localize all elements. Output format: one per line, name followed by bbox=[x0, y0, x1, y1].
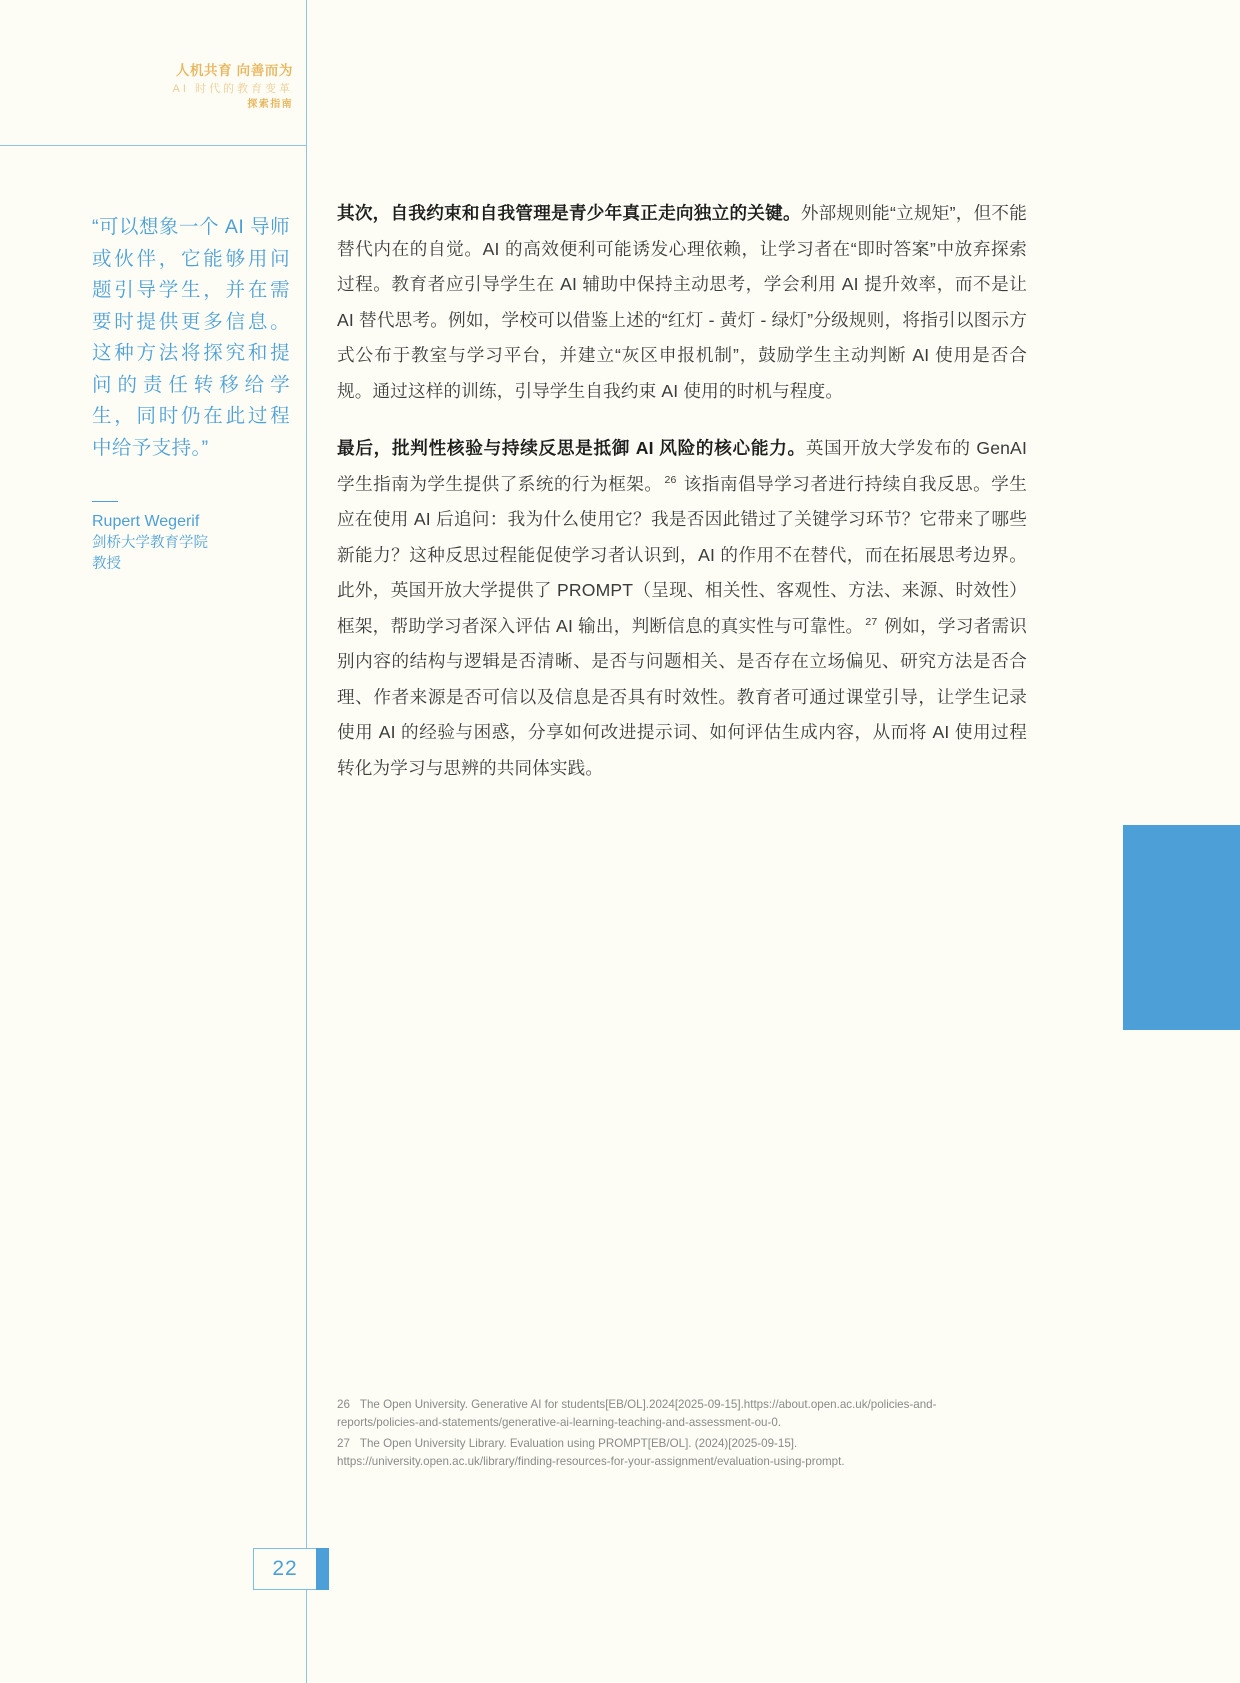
paragraph-1 bbox=[337, 196, 1027, 409]
footnote-list bbox=[337, 1396, 997, 1474]
attribution-dash bbox=[92, 501, 118, 503]
attribution-name: Rupert Wegerif bbox=[92, 513, 200, 531]
attribution-affiliation: 剑桥大学教育学院 bbox=[92, 535, 208, 552]
page-number-box bbox=[253, 1548, 316, 1590]
column-divider-rule bbox=[306, 0, 307, 1683]
chapter-index-tab bbox=[1123, 825, 1240, 1030]
running-head bbox=[0, 62, 293, 112]
running-head-subtitle: AI 时代的教育变革 bbox=[172, 83, 293, 96]
paragraph-2-body-c: 例如，学习者需识别内容的结构与逻辑是否清晰、是否与问题相关、是否存在立场偏见、研究方法是否合理、作者来源是否可信以及信息是否具有时效性。教育者可通过课堂引导，让学生记录使用 AI 的经验与困惑，分享如何改进提示词、如何评估生成内容，从而将 AI 使用过程转化为学习与思辨的共同体实践。 bbox=[337, 615, 1027, 778]
paragraph-2 bbox=[337, 431, 1027, 786]
attribution bbox=[92, 510, 290, 575]
footnote-number: 26 bbox=[337, 1398, 350, 1411]
footnote-number: 27 bbox=[337, 1436, 350, 1450]
page-number-block bbox=[253, 1548, 329, 1590]
page-number-accent-bar bbox=[316, 1548, 329, 1590]
paragraph-2-lead: 最后，批判性核验与持续反思是抵御 AI 风险的核心能力。 bbox=[337, 438, 806, 459]
footnote-text: The Open University Library. Evaluation using PROMPT[EB/OL]. (2024)[2025-09-15]. https://university.open.ac.uk/library/finding-resources-for-your-assignment/evaluation-using-prompt. bbox=[337, 1436, 845, 1468]
running-head-rule bbox=[0, 145, 307, 146]
footnote-ref-26[interactable]: 26 bbox=[664, 473, 677, 486]
pullquote-text: “可以想象一个 AI 导师或伙伴，它能够用问题引导学生，并在需要时提供更多信息。这种方法将探究和提问的责任转移给学生，同时仍在此过程中给予支持。” bbox=[92, 216, 290, 460]
sidebar-pullquote-block bbox=[92, 212, 290, 575]
footnote-ref-27[interactable]: 27 bbox=[865, 615, 878, 628]
attribution-title: 教授 bbox=[92, 556, 121, 573]
main-text-column bbox=[337, 196, 1027, 809]
running-head-subtitle-secondary: 探索指南 bbox=[247, 99, 293, 111]
footnote-item bbox=[337, 1396, 997, 1432]
running-head-title: 人机共育 向善而为 bbox=[175, 63, 293, 78]
footnote-text: The Open University. Generative AI for students[EB/OL].2024[2025-09-15].https://about.open.ac.uk/policies-and-reports/policies-and-statements/generative-ai-learning-teaching-and-assessment-ou-0. bbox=[337, 1398, 937, 1429]
paragraph-2-body-b: 该指南倡导学习者进行持续自我反思。学生应在使用 AI 后追问：我为什么使用它？我是否因此错过了关键学习环节？它带来了哪些新能力？这种反思过程能促使学习者认识到，AI 的作用不在替代，而在拓展思考边界。此外，英国开放大学提供了 PROMPT（呈现、相关性、客观性、方法、来源、时效性）框架，帮助学习者深入评估 AI 输出，判断信息的真实性与可靠性。 bbox=[337, 473, 1028, 636]
paragraph-1-body: 外部规则能“立规矩”，但不能替代内在的自觉。AI 的高效便利可能诱发心理依赖，让学习者在“即时答案”中放弃探索过程。教育者应引导学生在 AI 辅助中保持主动思考，学会利用 AI 提升效率，而不是让 AI 替代思考。例如，学校可以借鉴上述的“红灯 - 黄灯 - 绿灯”分级规则，将指引以图示方式公布于教室与学习平台，并建立“灰区申报机制”，鼓励学生主动判断 AI 使用是否合规。通过这样的训练，引导学生自我约束 AI 使用的时机与程度。 bbox=[337, 203, 1027, 401]
paragraph-1-lead: 其次，自我约束和自我管理是青少年真正走向独立的关键。 bbox=[337, 203, 801, 223]
page-number: 22 bbox=[272, 1557, 298, 1580]
footnote-item bbox=[337, 1435, 997, 1471]
paragraph-2-body-a: 英国开放大学发布的 GenAI 学生指南为学生提供了系统的行为框架。 bbox=[337, 438, 1027, 494]
